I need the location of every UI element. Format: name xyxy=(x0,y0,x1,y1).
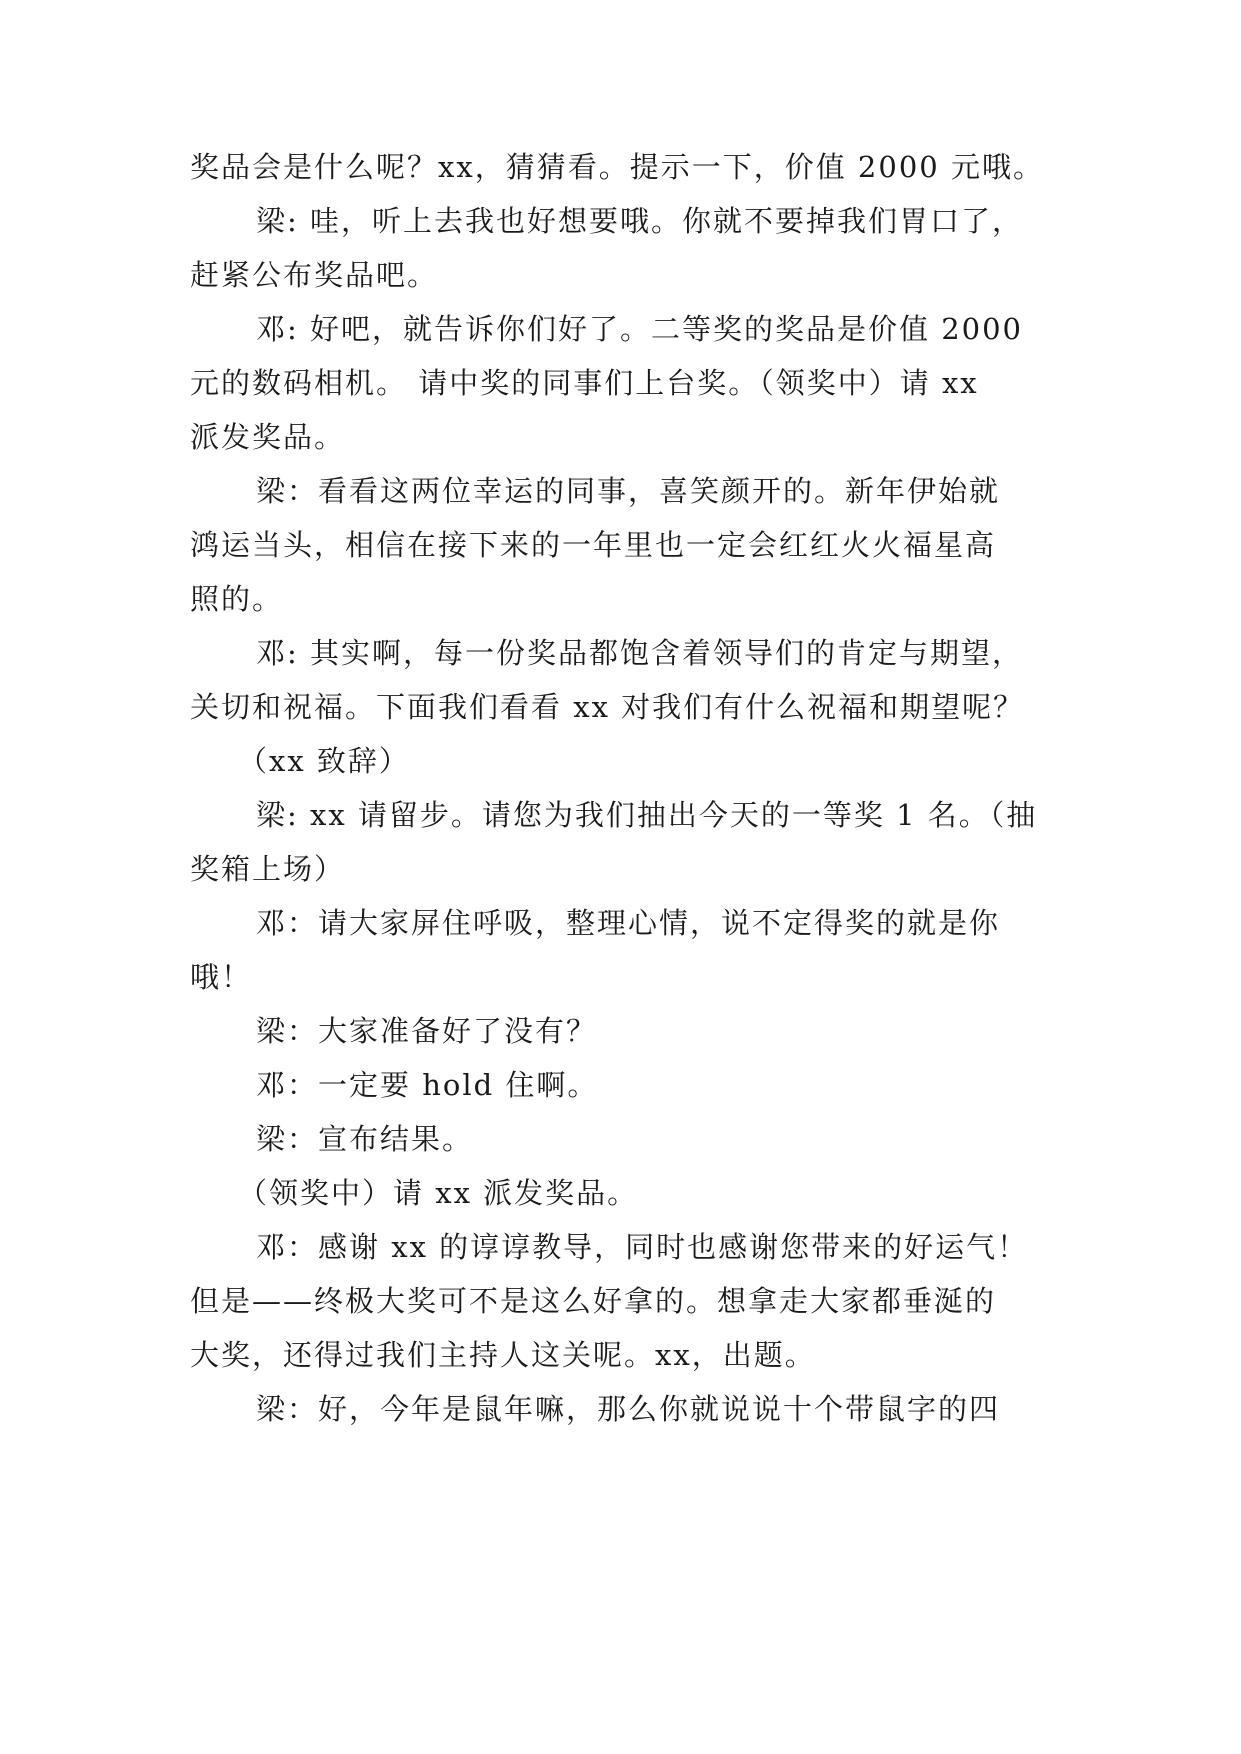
text-line: 奖箱上场） xyxy=(190,852,346,886)
text-line: 梁：看看这两位幸运的同事，喜笑颜开的。新年伊始就 xyxy=(256,474,1001,508)
text-line: 梁：宣布结果。 xyxy=(256,1122,474,1156)
text-line: 邓：请大家屏住呼吸，整理心情，说不定得奖的就是你 xyxy=(256,906,1001,940)
text-line: 梁: 哇，听上去我也好想要哦。你就不要掉我们胃口了， xyxy=(256,204,1023,238)
text-line: 哦！ xyxy=(190,960,253,994)
text-line: 赶紧公布奖品吧。 xyxy=(190,258,439,292)
text-line: 梁：好，今年是鼠年嘛，那么你就说说十个带鼠字的四 xyxy=(256,1392,1001,1426)
text-line: 元的数码相机。 请中奖的同事们上台奖。（领奖中）请 xx xyxy=(190,366,979,400)
text-line: 邓: 其实啊，每一份奖品都饱含着领导们的肯定与期望， xyxy=(256,636,1023,670)
text-line: 但是——终极大奖可不是这么好拿的。想拿走大家都垂涎的 xyxy=(190,1284,997,1318)
text-line: 大奖，还得过我们主持人这关呢。xx，出题。 xyxy=(190,1338,816,1372)
text-line: 照的。 xyxy=(190,582,284,616)
text-line: 梁: xx 请留步。请您为我们抽出今天的一等奖 1 名。（抽 xyxy=(256,798,1038,832)
text-line: 邓：一定要 hold 住啊。 xyxy=(256,1068,599,1102)
text-line: （xx 致辞） xyxy=(238,744,410,778)
text-line: 鸿运当头，相信在接下来的一年里也一定会红红火火福星高 xyxy=(190,528,997,562)
text-line: （领奖中）请 xx 派发奖品。 xyxy=(238,1176,639,1210)
text-line: 奖品会是什么呢？xx，猜猜看。提示一下，价值 2000 元哦。 xyxy=(190,150,1044,184)
text-line: 梁：大家准备好了没有？ xyxy=(256,1014,598,1048)
text-line: 邓：感谢 xx 的谆谆教导，同时也感谢您带来的好运气！ xyxy=(256,1230,1029,1264)
text-line: 派发奖品。 xyxy=(190,420,346,454)
text-line: 邓: 好吧，就告诉你们好了。二等奖的奖品是价值 2000 xyxy=(256,312,1024,346)
text-line: 关切和祝福。下面我们看看 xx 对我们有什么祝福和期望呢？ xyxy=(190,690,1025,724)
